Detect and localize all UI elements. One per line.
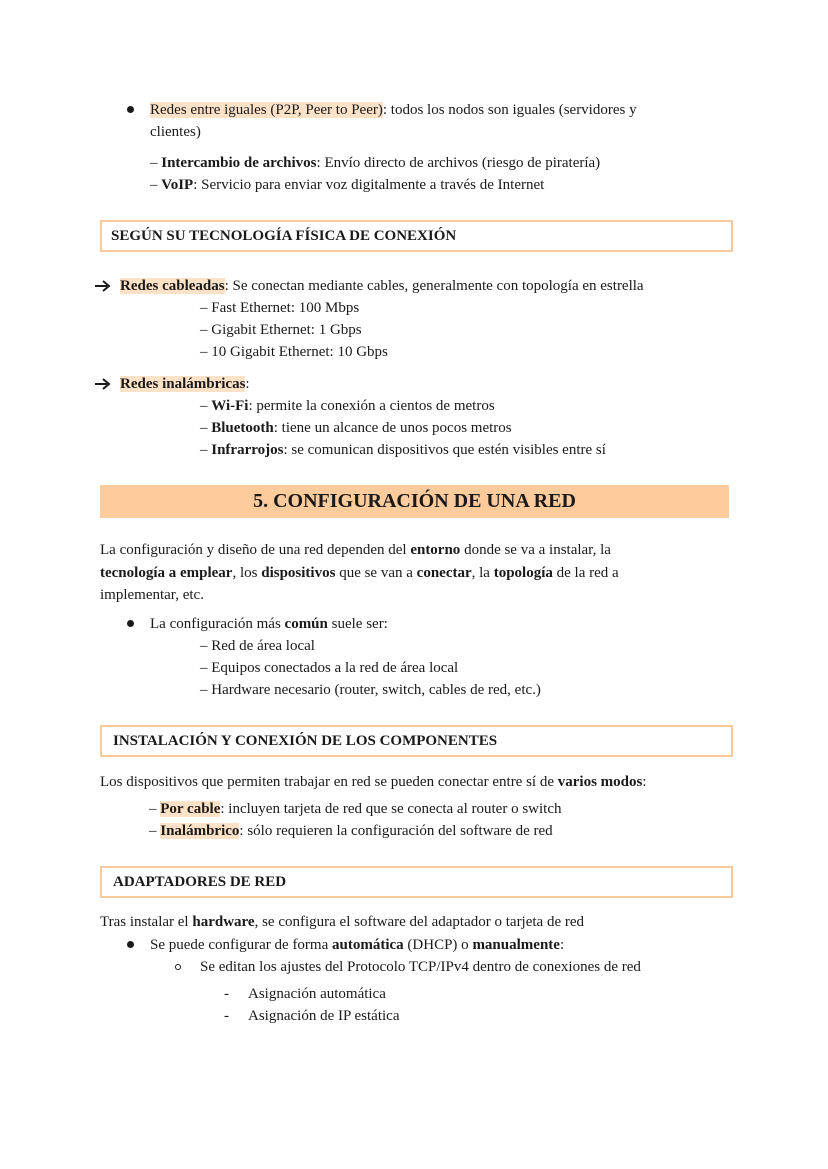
text: donde se va a instalar, la	[460, 542, 611, 558]
dash-marker: -	[224, 1008, 229, 1024]
dash: –	[200, 398, 212, 414]
section-heading-fisica: SEGÚN SU TECNOLOGÍA FÍSICA DE CONEXIÓN	[100, 220, 733, 252]
bold-term: topología	[493, 564, 553, 581]
text: Los dispositivos que permiten trabajar en red se pueden conectar entre sí de	[100, 774, 558, 790]
adapters-paragraph	[100, 911, 584, 933]
install-paragraph	[100, 771, 647, 793]
list-item: – 10 Gigabit Ethernet: 10 Gbps	[200, 344, 388, 360]
text: , la	[471, 564, 494, 581]
list-item: – Equipos conectados a la red de área local	[200, 660, 459, 676]
common-line	[150, 613, 388, 635]
p2p-desc-cont: clientes)	[150, 124, 201, 140]
text: La configuración más	[150, 616, 285, 632]
arrow-right-icon	[95, 280, 111, 292]
bullet-dot	[127, 941, 134, 948]
wireless-line	[120, 373, 250, 395]
dash-marker: -	[224, 986, 229, 1002]
list-item	[200, 417, 512, 439]
wired-desc: : Se conectan mediante cables, generalmente con topología en estrella	[224, 278, 644, 294]
text: , se configura el software del adaptador o tarjeta de red	[254, 914, 585, 930]
list-item	[149, 798, 561, 820]
bold-term: dispositivos	[261, 564, 336, 581]
circle-bullet-icon	[175, 964, 181, 970]
arrow-right-icon	[95, 378, 111, 390]
p2p-item-term: Intercambio de archivos	[161, 155, 317, 171]
dash: –	[200, 442, 212, 458]
wireless-title: Redes inalámbricas	[120, 376, 246, 392]
section-heading-adapters: ADAPTADORES DE RED	[100, 866, 733, 898]
item-text: : incluyen tarjeta de red que se conecta al router o switch	[220, 801, 562, 817]
item-text: : sólo requieren la configuración del software de red	[239, 823, 553, 839]
p2p-item-text: : Servicio para enviar voz digitalmente a través de Internet	[193, 177, 545, 193]
text: , los	[232, 564, 262, 581]
list-item: Asignación automática	[248, 986, 386, 1002]
p2p-desc: : todos los nodos son iguales (servidores y	[382, 102, 637, 118]
wireless-desc: :	[245, 376, 250, 392]
bold-term: varios modos	[557, 774, 643, 790]
adapters-sub: Se editan los ajustes del Protocolo TCP/IPv4 dentro de conexiones de red	[200, 959, 641, 975]
list-item	[200, 395, 495, 417]
section5-paragraph	[100, 539, 740, 607]
bullet-dot	[127, 620, 134, 627]
wired-line	[120, 275, 644, 297]
bold-term: automática	[332, 937, 404, 953]
text: :	[642, 774, 647, 790]
item-term: Bluetooth	[211, 420, 274, 436]
bold-term: entorno	[410, 542, 461, 558]
bold-term: tecnología a emplear	[100, 564, 233, 581]
list-item: – Gigabit Ethernet: 1 Gbps	[200, 322, 362, 338]
list-item	[200, 439, 606, 461]
section-title-banner: 5. CONFIGURACIÓN DE UNA RED	[100, 485, 729, 518]
adapters-bullet	[150, 934, 564, 956]
text: Se puede configurar de forma	[150, 937, 333, 953]
text: suele ser:	[327, 616, 388, 632]
bold-term: común	[284, 616, 328, 632]
p2p-item-term: VoIP	[161, 177, 194, 193]
section-heading-install: INSTALACIÓN Y CONEXIÓN DE LOS COMPONENTES	[100, 725, 733, 757]
item-text: : tiene un alcance de unos pocos metros	[273, 420, 512, 436]
p2p-item	[150, 152, 600, 174]
p2p-item	[150, 174, 544, 196]
p2p-item-text: : Envío directo de archivos (riesgo de piratería)	[316, 155, 601, 171]
item-term: Infrarrojos	[211, 442, 284, 458]
text: implementar, etc.	[100, 587, 204, 603]
list-item: – Hardware necesario (router, switch, cables de red, etc.)	[200, 682, 541, 698]
item-text: : permite la conexión a cientos de metros	[248, 398, 495, 414]
text: que se van a	[335, 564, 417, 581]
list-item: Asignación de IP estática	[248, 1008, 400, 1024]
bullet-dot	[127, 106, 134, 113]
bold-term: manualmente	[472, 937, 560, 953]
text: Tras instalar el	[100, 914, 193, 930]
item-text: : se comunican dispositivos que estén visibles entre sí	[283, 442, 606, 458]
dash: –	[149, 823, 161, 839]
item-term: Inalámbrico	[160, 823, 240, 839]
item-term: Por cable	[160, 801, 221, 817]
text: (DHCP) o	[403, 937, 473, 953]
p2p-title: Redes entre iguales (P2P, Peer to Peer)	[150, 102, 383, 118]
dash: –	[149, 801, 161, 817]
text: La configuración y diseño de una red dependen del	[100, 542, 411, 558]
item-term: Wi-Fi	[211, 398, 249, 414]
dash: –	[150, 177, 162, 193]
list-item: – Fast Ethernet: 100 Mbps	[200, 300, 360, 316]
text: :	[559, 937, 565, 953]
dash: –	[200, 420, 212, 436]
bold-term: hardware	[192, 914, 255, 930]
wired-title: Redes cableadas	[120, 278, 225, 294]
bold-term: conectar	[416, 564, 472, 581]
list-item	[149, 820, 553, 842]
text: de la red a	[552, 564, 619, 581]
list-item: – Red de área local	[200, 638, 315, 654]
p2p-line	[150, 99, 637, 121]
dash: –	[150, 155, 162, 171]
